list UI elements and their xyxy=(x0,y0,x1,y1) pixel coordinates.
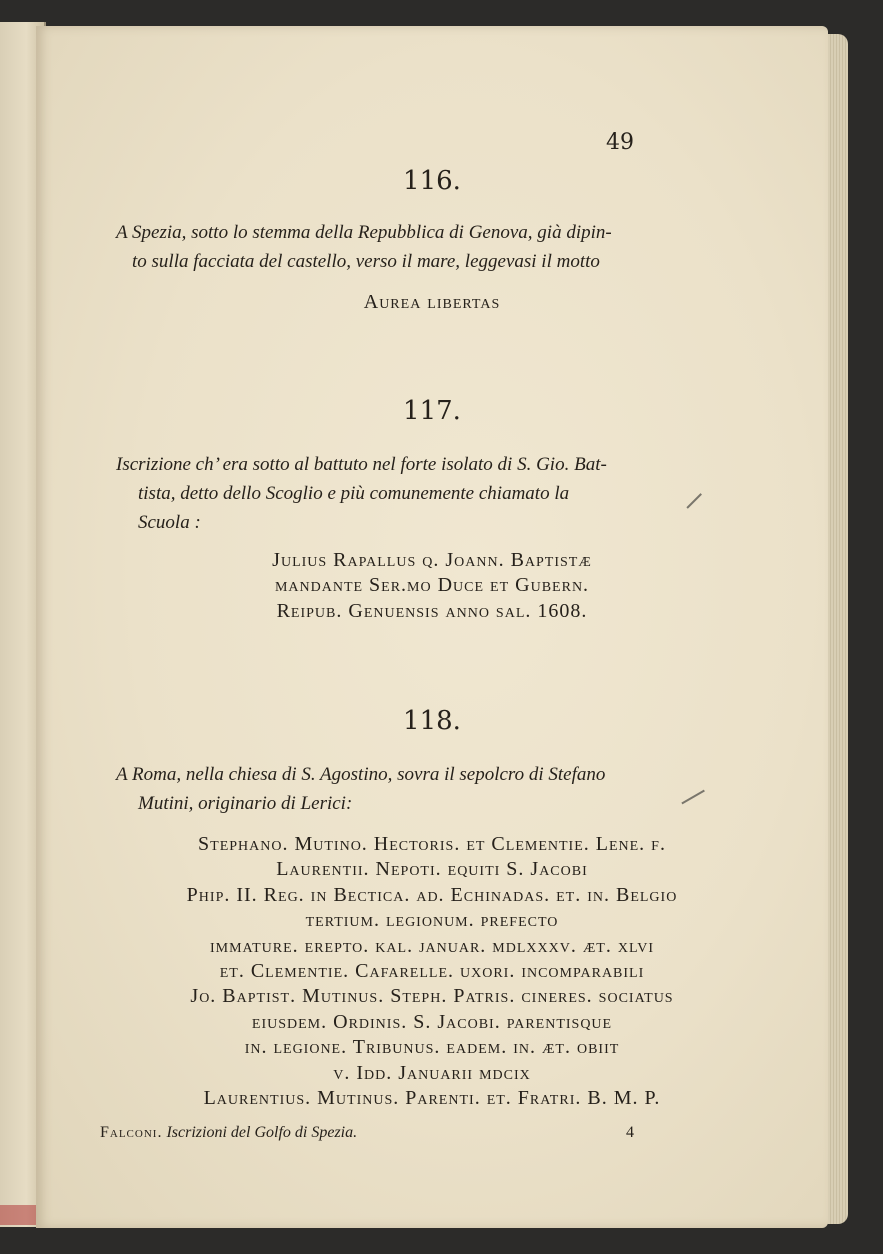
description-line: A Roma, nella chiesa di S. Agostino, sovra il sepolcro di Stefano xyxy=(116,764,606,785)
page-number: 49 xyxy=(606,130,634,155)
inscription-line: Julius Rapallus q. Joann. Baptistæ xyxy=(272,549,592,571)
inscription xyxy=(36,548,828,624)
inscription-line: immature. erepto. kal. januar. mdlxxxv. æt. xlvi xyxy=(209,934,654,957)
inscription-line: Aurea libertas xyxy=(363,291,501,313)
inscription-line: Jo. Baptist. Mutinus. Steph. Patris. cineres. sociatus xyxy=(190,985,674,1008)
inscription xyxy=(36,290,828,315)
entry-number: 117. xyxy=(403,396,461,426)
entry-number: 116. xyxy=(403,166,461,196)
inscription-line: Reipub. Genuensis anno sal. 1608. xyxy=(276,599,588,622)
inscription-line: et. Clementie. Cafarelle. uxori. incomparabili xyxy=(219,960,645,983)
inscription-line: eiusdem. Ordinis. S. Jacobi. parentisque xyxy=(251,1010,613,1033)
entry-description xyxy=(116,450,656,537)
entry-description xyxy=(116,760,656,818)
inscription-line: tertium. legionum. prefecto xyxy=(305,909,559,932)
inscription-line: Phip. II. Reg. in Bectica. ad. Echinadas. et. in. Belgio xyxy=(186,883,678,906)
inscription-line: Stephano. Mutino. Hectoris. et Clementie. Lene. f. xyxy=(198,833,666,855)
inscription-line: mandante Ser.mo Duce et Gubern. xyxy=(274,574,590,597)
inscription xyxy=(36,832,828,1111)
inscription-line: in. legione. Tribunus. eadem. in. æt. obiit xyxy=(244,1036,620,1059)
printer-signature: 4 xyxy=(626,1124,634,1141)
entry-number: 118. xyxy=(403,706,461,736)
description-line: Mutini, originario di Lerici: xyxy=(138,793,353,814)
description-line: A Spezia, sotto lo stemma della Repubblica di Genova, già dipin- xyxy=(116,222,612,243)
footer-author: Falconi. xyxy=(100,1124,163,1141)
inscription-line: v. Idd. Januarii mdcix xyxy=(333,1061,531,1084)
entry-description xyxy=(116,218,656,276)
description-line: to sulla facciata del castello, verso il mare, leggevasi il motto xyxy=(132,251,600,272)
inscription-line: Laurentii. Nepoti. equiti S. Jacobi xyxy=(276,858,588,881)
inscription-line: Laurentius. Mutinus. Parenti. et. Fratri. B. M. P. xyxy=(203,1087,661,1110)
description-line: Iscrizione ch’ era sotto al battuto nel forte isolato di S. Gio. Bat- xyxy=(116,454,607,475)
description-line: tista, detto dello Scoglio e più comunemente chiamato la xyxy=(138,483,570,504)
footer-title: Iscrizioni del Golfo di Spezia. xyxy=(166,1124,358,1141)
description-line: Scuola : xyxy=(138,512,201,533)
page-footer xyxy=(100,1124,357,1142)
